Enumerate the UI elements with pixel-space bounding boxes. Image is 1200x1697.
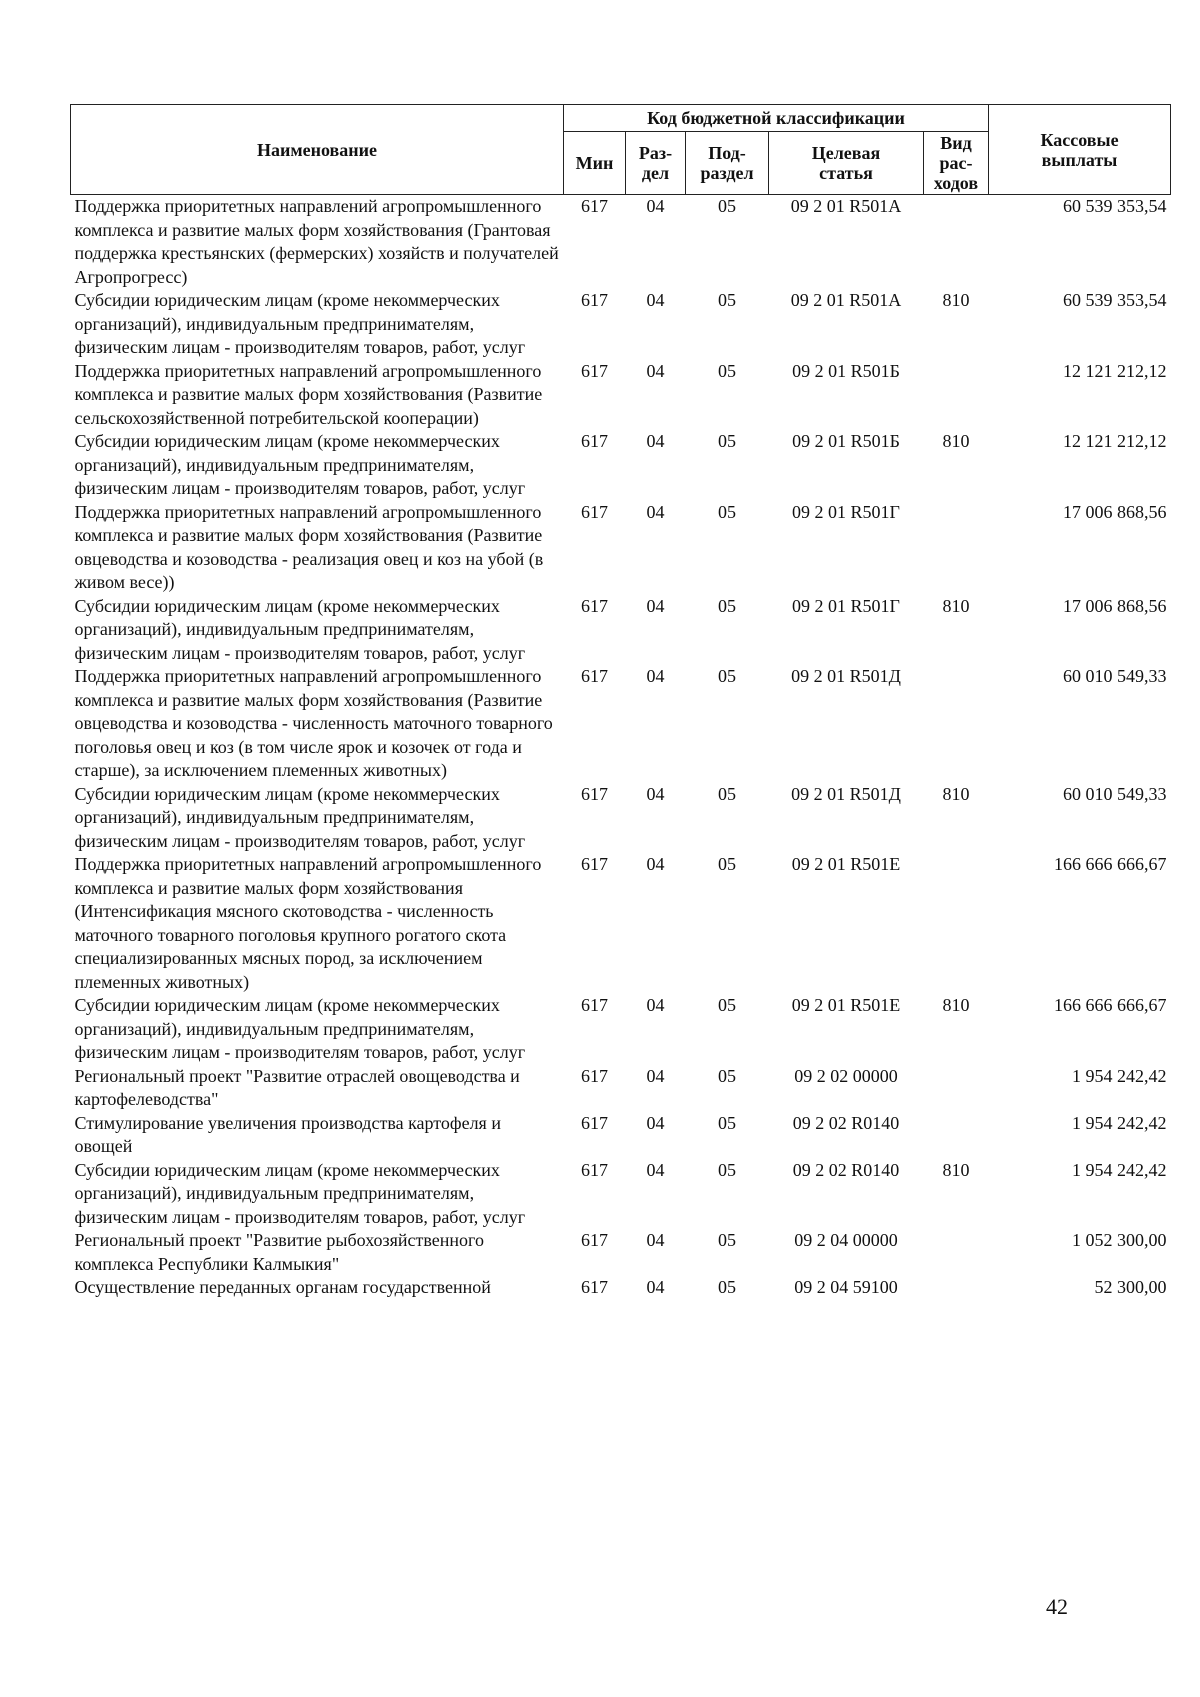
cell-vid-rashodov	[924, 1276, 989, 1300]
cell-name: Поддержка приоритетных направлений агропромышленного комплекса и развитие малых форм хозяйствования (Развитие овцеводства и козоводства - реализация овец и коз на убой (в живом весе))	[74, 501, 544, 592]
cell-name: Субсидии юридическим лицам (кроме некоммерческих организаций), индивидуальным предпринимателям, физическим лицам - производителям товаров, работ, услуг	[74, 595, 526, 663]
table-row	[71, 1112, 1171, 1159]
cell-razdel: 04	[646, 1230, 665, 1250]
cell-celevaya-statya: 09 2 01 R501E	[791, 854, 901, 874]
cell-cash-payment: 60 010 549,33	[1063, 783, 1167, 804]
cell-cash-payment: 12 121 212,12	[1063, 431, 1167, 451]
header-vid-rashodov: Вид рас- ходов	[924, 132, 989, 195]
page-number: 42	[1046, 1594, 1068, 1619]
cell-name: Субсидии юридическим лицам (кроме некоммерческих организаций), индивидуальным предпринимателям, физическим лицам - производителям товаров, работ, услуг	[74, 1159, 526, 1227]
table-row	[71, 1159, 1171, 1230]
cell-vid-rashodov	[924, 501, 989, 595]
cell-min: 617	[581, 431, 608, 451]
cell-vid-rashodov: 810	[942, 290, 970, 310]
cell-min: 617	[581, 290, 608, 310]
header-name: Наименование	[71, 105, 564, 195]
cell-podrazdel: 05	[718, 196, 736, 216]
cell-vid-rashodov: 810	[942, 595, 970, 616]
table-row	[71, 1065, 1171, 1112]
cell-name: Региональный проект "Развитие отраслей овощеводства и картофелеводства"	[74, 1065, 520, 1109]
cell-podrazdel: 05	[718, 1277, 736, 1297]
cell-min: 617	[581, 595, 608, 616]
cell-podrazdel: 05	[718, 431, 736, 451]
cell-min: 617	[581, 196, 608, 216]
cell-celevaya-statya: 09 2 04 59100	[794, 1277, 898, 1297]
cell-celevaya-statya: 09 2 01 R501Д	[791, 666, 901, 686]
table-header	[71, 105, 1171, 195]
cell-podrazdel: 05	[718, 1230, 736, 1250]
cell-vid-rashodov	[924, 665, 989, 783]
cell-min: 617	[581, 783, 608, 804]
cell-min: 617	[581, 1159, 608, 1180]
cell-razdel: 04	[646, 1065, 665, 1086]
cell-name: Субсидии юридическим лицам (кроме некоммерческих организаций), индивидуальным предпринимателям, физическим лицам - производителям товаров, работ, услуг	[74, 290, 526, 357]
cell-name: Поддержка приоритетных направлений агропромышленного комплекса и развитие малых форм хозяйствования (Интенсификация мясного скотоводства - численность маточного товарного поголовья крупного рогатого скота специализированных мясных пород, за исключением племенных животных)	[74, 854, 542, 992]
cell-celevaya-statya: 09 2 01 R501Г	[792, 501, 900, 522]
table-row	[71, 783, 1171, 854]
cell-razdel: 04	[646, 854, 665, 874]
cell-vid-rashodov: 810	[942, 995, 970, 1015]
cell-razdel: 04	[646, 431, 665, 451]
cell-min: 617	[581, 1277, 608, 1297]
cell-cash-payment: 17 006 868,56	[1063, 595, 1167, 616]
cell-razdel: 04	[646, 360, 665, 381]
table-body	[71, 195, 1171, 1300]
cell-celevaya-statya: 09 2 01 R501A	[790, 196, 902, 216]
cell-cash-payment: 60 539 353,54	[1063, 196, 1167, 216]
cell-name: Осуществление переданных органам государственной	[74, 1277, 491, 1297]
cell-vid-rashodov	[924, 1112, 989, 1159]
cell-celevaya-statya: 09 2 01 R501Б	[792, 431, 900, 451]
cell-podrazdel: 05	[718, 290, 736, 310]
cell-name: Субсидии юридическим лицам (кроме некоммерческих организаций), индивидуальным предпринимателям, физическим лицам - производителям товаров, работ, услуг	[74, 783, 526, 851]
cell-vid-rashodov	[924, 1229, 989, 1276]
cell-cash-payment: 60 539 353,54	[1063, 290, 1167, 310]
cell-celevaya-statya: 09 2 01 R501A	[790, 290, 902, 310]
cell-podrazdel: 05	[718, 501, 736, 522]
budget-table	[70, 104, 1171, 1300]
cell-min: 617	[581, 666, 608, 686]
cell-cash-payment: 12 121 212,12	[1063, 360, 1167, 381]
cell-celevaya-statya: 09 2 02 00000	[794, 1065, 898, 1086]
cell-cash-payment: 1 954 242,42	[1072, 1159, 1167, 1180]
cell-min: 617	[581, 1112, 608, 1133]
cell-vid-rashodov	[924, 195, 989, 290]
cell-min: 617	[581, 1065, 608, 1086]
cell-podrazdel: 05	[718, 854, 736, 874]
cell-name: Поддержка приоритетных направлений агропромышленного комплекса и развитие малых форм хозяйствования (Грантовая поддержка крестьянских (фермерских) хозяйств и получателей Агропрогресс)	[74, 196, 559, 287]
cell-vid-rashodov	[924, 360, 989, 431]
cell-vid-rashodov: 810	[942, 783, 970, 804]
cell-podrazdel: 05	[718, 1065, 736, 1086]
cell-podrazdel: 05	[718, 666, 736, 686]
cell-celevaya-statya: 09 2 02 R0140	[792, 1159, 900, 1180]
cell-celevaya-statya: 09 2 01 R501Д	[791, 783, 901, 804]
cell-celevaya-statya: 09 2 01 R501E	[791, 995, 901, 1015]
cell-vid-rashodov: 810	[942, 1159, 970, 1180]
cell-min: 617	[581, 995, 608, 1015]
cell-podrazdel: 05	[718, 595, 736, 616]
table-row	[71, 1229, 1171, 1276]
cell-cash-payment: 52 300,00	[1094, 1277, 1167, 1297]
cell-cash-payment: 1 052 300,00	[1072, 1230, 1167, 1250]
table-row	[71, 289, 1171, 360]
cell-razdel: 04	[646, 595, 665, 616]
cell-celevaya-statya: 09 2 01 R501Б	[792, 360, 900, 381]
cell-razdel: 04	[646, 995, 665, 1015]
cell-min: 617	[581, 854, 608, 874]
header-celevaya-statya: Целевая статья	[769, 132, 924, 195]
cell-celevaya-statya: 09 2 02 R0140	[792, 1112, 900, 1133]
cell-cash-payment: 1 954 242,42	[1072, 1112, 1167, 1133]
cell-celevaya-statya: 09 2 01 R501Г	[792, 595, 900, 616]
table-row	[71, 853, 1171, 994]
cell-cash-payment: 1 954 242,42	[1072, 1065, 1167, 1086]
cell-cash-payment: 60 010 549,33	[1063, 666, 1167, 686]
cell-podrazdel: 05	[718, 995, 736, 1015]
cell-razdel: 04	[646, 501, 665, 522]
cell-razdel: 04	[646, 1159, 665, 1180]
cell-razdel: 04	[646, 666, 665, 686]
cell-min: 617	[581, 501, 608, 522]
header-cash-payments: Кассовые выплаты	[989, 105, 1171, 195]
cell-cash-payment: 17 006 868,56	[1063, 501, 1167, 522]
table-row	[71, 994, 1171, 1065]
header-budget-code-group: Код бюджетной классификации	[564, 105, 989, 132]
header-min: Мин	[564, 132, 626, 195]
table-row	[71, 195, 1171, 290]
cell-min: 617	[581, 1230, 608, 1250]
cell-razdel: 04	[646, 290, 665, 310]
table-row	[71, 665, 1171, 783]
table-row	[71, 501, 1171, 595]
cell-podrazdel: 05	[718, 1112, 736, 1133]
cell-podrazdel: 05	[718, 360, 736, 381]
cell-name: Стимулирование увеличения производства картофеля и овощей	[74, 1112, 501, 1156]
cell-name: Поддержка приоритетных направлений агропромышленного комплекса и развитие малых форм хозяйствования (Развитие овцеводства и козоводства - численность маточного товарного поголовья овец и коз (в том числе ярок и козочек от года и старше), за исключением племенных животных)	[74, 666, 553, 780]
cell-podrazdel: 05	[718, 1159, 736, 1180]
table-row	[71, 595, 1171, 666]
cell-cash-payment: 166 666 666,67	[1054, 995, 1167, 1015]
cell-podrazdel: 05	[718, 783, 736, 804]
cell-vid-rashodov	[924, 1065, 989, 1112]
cell-name: Субсидии юридическим лицам (кроме некоммерческих организаций), индивидуальным предпринимателям, физическим лицам - производителям товаров, работ, услуг	[74, 431, 526, 498]
cell-celevaya-statya: 09 2 04 00000	[794, 1230, 898, 1250]
cell-name: Поддержка приоритетных направлений агропромышленного комплекса и развитие малых форм хозяйствования (Развитие сельскохозяйственной потребительской кооперации)	[74, 360, 543, 428]
cell-name: Региональный проект "Развитие рыбохозяйственного комплекса Республики Калмыкия"	[74, 1230, 484, 1274]
table-row	[71, 430, 1171, 501]
table-row	[71, 360, 1171, 431]
cell-cash-payment: 166 666 666,67	[1054, 854, 1167, 874]
header-razdel: Раз- дел	[626, 132, 686, 195]
cell-vid-rashodov: 810	[942, 431, 970, 451]
cell-razdel: 04	[646, 1277, 665, 1297]
cell-razdel: 04	[646, 783, 665, 804]
cell-razdel: 04	[646, 1112, 665, 1133]
cell-name: Субсидии юридическим лицам (кроме некоммерческих организаций), индивидуальным предпринимателям, физическим лицам - производителям товаров, работ, услуг	[74, 995, 526, 1062]
table-row	[71, 1276, 1171, 1300]
cell-min: 617	[581, 360, 608, 381]
header-podrazdel: Под- раздел	[686, 132, 769, 195]
cell-razdel: 04	[646, 196, 665, 216]
cell-vid-rashodov	[924, 853, 989, 994]
